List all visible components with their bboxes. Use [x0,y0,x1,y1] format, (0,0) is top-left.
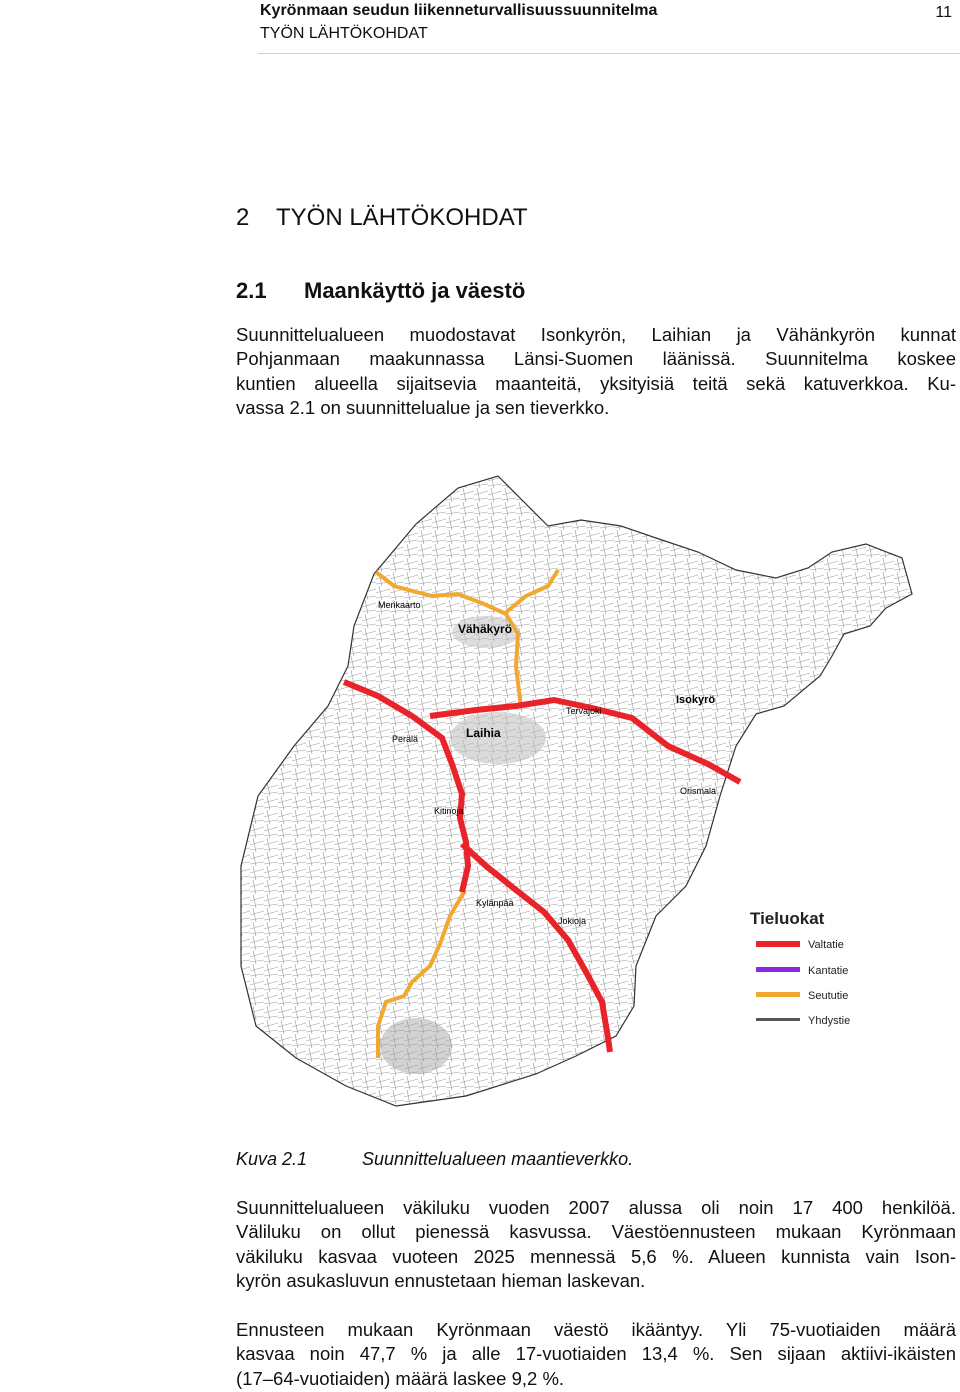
paragraph-line: kuntien alueella sijaitsevia maanteitä, yksityisiä teitä sekä katuverkkoa. Ku- [236,372,956,394]
chapter-subtitle: TYÖN LÄHTÖKOHDAT [260,25,428,42]
paragraph-line: Suunnittelualueen muodostavat Isonkyrön, Laihian ja Vähänkyrön kunnat [236,324,956,345]
southern-village-area [380,1018,452,1074]
legend-label-yhdystie: Yhdystie [808,1015,851,1027]
document-title: Kyrönmaan seudun liikenneturvallisuussuunnitelma [260,2,658,19]
legend-swatch-valtatie [756,941,800,947]
place-label-kylanpaa: Kylänpää [476,898,514,908]
subsection-number: 2.1 [236,278,267,303]
legend-label-seututie: Seututie [808,990,849,1002]
paragraph-line: Väliluku on ollut pienessä kasvussa. Väestöennusteen mukaan Kyrönmaan [236,1221,956,1243]
legend-swatch-seututie [756,992,800,997]
place-label-merikaarto: Merikaarto [378,600,421,610]
place-label-vahakyro: Vähäkyrö [458,622,513,636]
section-heading [236,204,528,232]
legend-swatch-kantatie [756,967,800,972]
paragraph-line: väkiluku kasvaa vuoteen 2025 mennessä 5,6 %. Alueen kunnista vain Ison- [236,1245,956,1267]
population-paragraph [236,1196,956,1294]
legend-title: Tieluokat [750,909,825,928]
ageing-paragraph [236,1318,956,1391]
place-label-perala: Perälä [392,734,419,744]
paragraph-line: Ennusteen mukaan Kyrönmaan väestö ikääntyy. Yli 75-vuotiaiden määrä [236,1319,956,1340]
place-label-isokyro: Isokyrö [676,694,716,706]
place-label-laihia: Laihia [466,726,501,740]
place-label-orismala: Orismala [680,786,717,796]
paragraph-line: kyrön asukasluvun ennustetaan hieman laskevan. [236,1270,646,1292]
legend-swatch-yhdystie [756,1018,800,1021]
section-number: 2 [236,204,250,231]
place-label-tervajoki: Tervajoki [566,706,602,716]
page-header [258,0,960,54]
paragraph-line: vassa 2.1 on suunnittelualue ja sen tieverkko. [236,397,610,419]
paragraph-line: (17–64-vuotiaiden) määrä laskee 9,2 %. [236,1367,565,1389]
paragraph-line: Pohjanmaan maakunnassa Länsi-Suomen läänissä. Suunnitelma koskee [236,348,956,370]
figure-caption-text: Suunnittelualueen maantieverkko. [362,1149,634,1169]
section-title: TYÖN LÄHTÖKOHDAT [276,204,528,231]
subsection-title: Maankäyttö ja väestö [304,278,526,303]
figure-number: Kuva 2.1 [236,1149,308,1169]
region-area [241,476,912,1106]
place-label-kitinoja: Kitinoja [434,806,464,816]
header-divider [258,53,960,54]
subsection-heading [236,278,525,304]
page-number: 11 [935,4,952,21]
map-legend [750,909,850,1027]
paragraph-line: Suunnittelualueen väkiluku vuoden 2007 alussa oli noin 17 400 henkilöä. [236,1197,956,1218]
legend-label-valtatie: Valtatie [808,939,844,951]
legend-label-kantatie: Kantatie [808,965,849,977]
road-network-map [236,446,956,1136]
intro-paragraph [236,323,956,421]
place-label-jokioja: Jokioja [558,916,587,926]
paragraph-line: kasvaa noin 47,7 % ja alle 17-vuotiaiden 13,4 %. Sen sijaan aktiivi-ikäisten [236,1343,956,1365]
